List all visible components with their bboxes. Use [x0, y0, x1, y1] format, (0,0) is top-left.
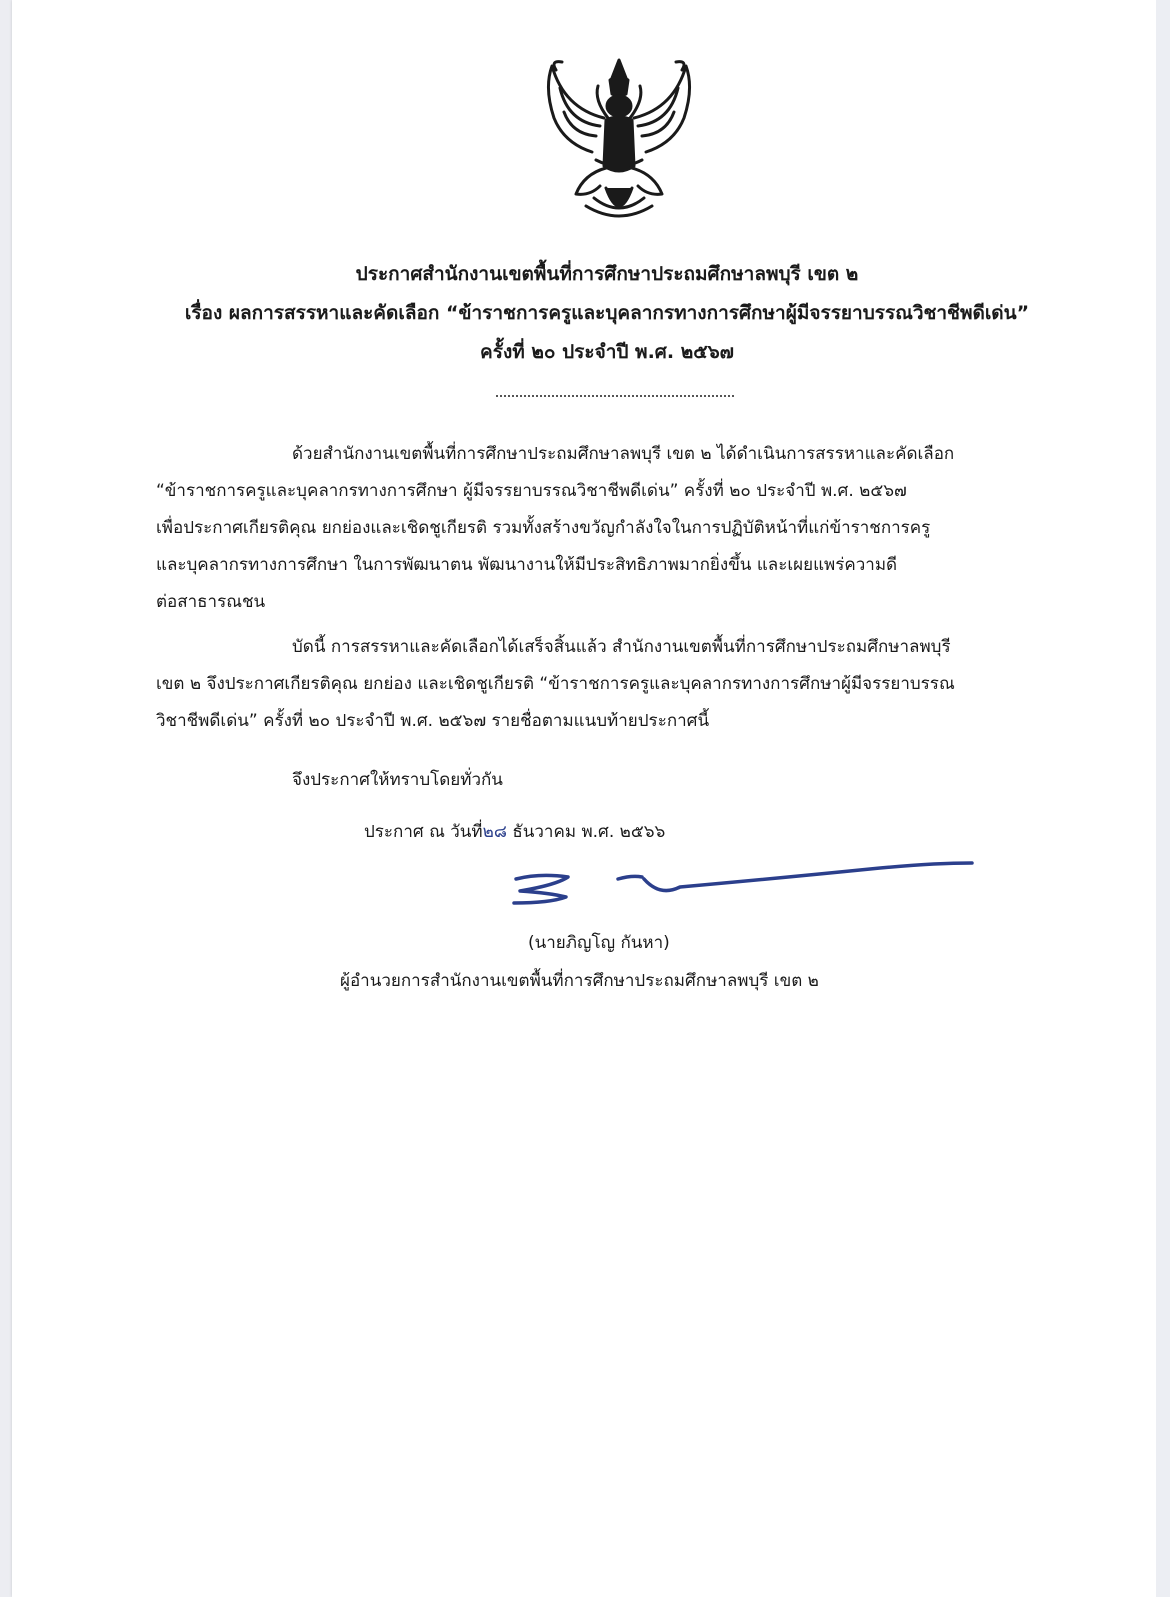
- paragraph-line: เพื่อประกาศเกียรติคุณ ยกย่องและเชิดชูเกียรติ รวมทั้งสร้างขวัญกำลังใจในการปฏิบัติหน้าที่แก่ข้าราชการครู: [156, 518, 931, 538]
- date-prefix: ประกาศ ณ วันที่: [364, 822, 483, 842]
- date-day: ๒๘: [482, 822, 507, 842]
- announcement-subject: เรื่อง ผลการสรรหาและคัดเลือก “ข้าราชการครูและบุคลากรทางการศึกษาผู้มีจรรยาบรรณวิชาชีพดีเด่น”: [184, 302, 1030, 324]
- garuda-emblem-icon: [534, 48, 704, 228]
- signer-name: (นายภิญโญ กันหา): [528, 933, 670, 953]
- paragraph-line: บัดนี้ การสรรหาและคัดเลือกได้เสร็จสิ้นแล้ว สำนักงานเขตพื้นที่การศึกษาประถมศึกษาลพบุรี: [292, 637, 951, 657]
- announcement-date: [364, 818, 665, 845]
- document-page: [12, 0, 1160, 1597]
- closing-statement: จึงประกาศให้ทราบโดยทั่วกัน: [292, 770, 503, 790]
- dotted-divider: [496, 395, 734, 397]
- announcement-round: ครั้งที่ ๒๐ ประจำปี พ.ศ. ๒๕๖๗: [480, 341, 734, 363]
- signature-icon: [510, 855, 980, 915]
- date-rest: ธันวาคม พ.ศ. ๒๕๖๖: [506, 822, 666, 842]
- page-edge: [1156, 0, 1170, 1597]
- paragraph-line: ด้วยสำนักงานเขตพื้นที่การศึกษาประถมศึกษาลพบุรี เขต ๒ ได้ดำเนินการสรรหาและคัดเลือก: [292, 444, 955, 464]
- signer-position: ผู้อำนวยการสำนักงานเขตพื้นที่การศึกษาประถมศึกษาลพบุรี เขต ๒: [340, 971, 819, 991]
- paragraph-line: และบุคลากรทางการศึกษา ในการพัฒนาตน พัฒนางานให้มีประสิทธิภาพมากยิ่งขึ้น และเผยแพร่ความดี: [156, 555, 898, 575]
- paragraph-line: “ข้าราชการครูและบุคลากรทางการศึกษา ผู้มีจรรยาบรรณวิชาชีพดีเด่น” ครั้งที่ ๒๐ ประจำปี พ.ศ. ๒๕๖๗: [156, 481, 907, 501]
- paragraph-line: ต่อสาธารณชน: [156, 592, 266, 612]
- announcement-title: ประกาศสำนักงานเขตพื้นที่การศึกษาประถมศึกษาลพบุรี เขต ๒: [355, 263, 859, 285]
- paragraph-line: เขต ๒ จึงประกาศเกียรติคุณ ยกย่อง และเชิดชูเกียรติ “ข้าราชการครูและบุคลากรทางการศึกษาผู้มีจรรยาบรรณ: [156, 674, 955, 694]
- paragraph-line: วิชาชีพดีเด่น” ครั้งที่ ๒๐ ประจำปี พ.ศ. ๒๕๖๗ รายชื่อตามแนบท้ายประกาศนี้: [156, 711, 710, 731]
